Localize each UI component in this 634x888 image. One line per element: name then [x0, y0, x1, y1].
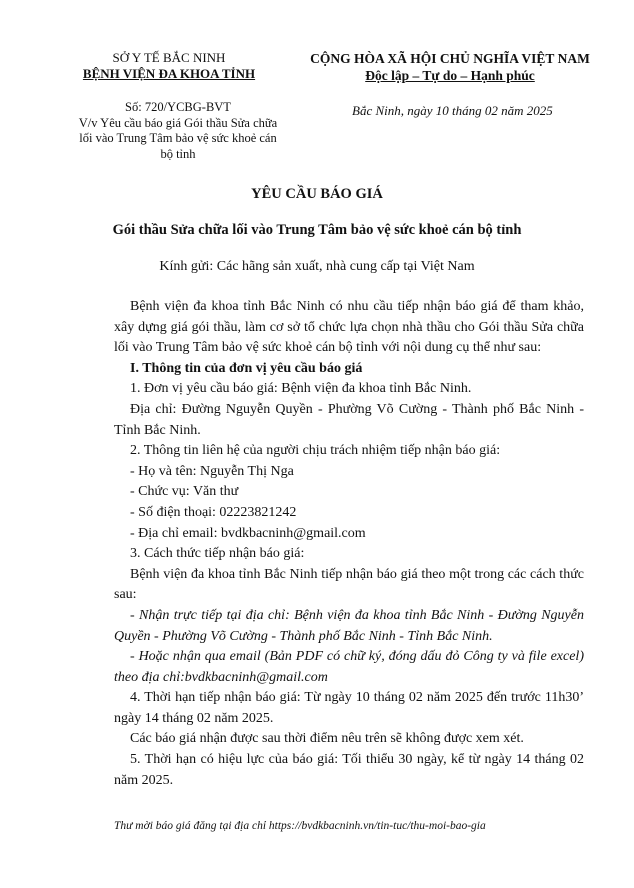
document-title: YÊU CẦU BÁO GIÁ: [251, 186, 383, 202]
validity-line: 5. Thời hạn có hiệu lực của báo giá: Tối thiểu 30 ngày, kể từ ngày 14 tháng 02 năm 2025.: [114, 752, 584, 788]
intro-paragraph: Bệnh viện đa khoa tỉnh Bắc Ninh có nhu cầu tiếp nhận báo giá để tham khảo, xây dựng giá gói thầu, làm cơ sở tổ chức lựa chọn nhà thầu cho Gói thầu Sửa chữa lối vào Trung Tâm bảo vệ sức khoẻ cán bộ tỉnh với nội dung cụ thể như sau:: [114, 299, 584, 356]
department-name: SỞ Y TẾ BẮC NINH: [112, 50, 226, 65]
method-heading: 3. Cách thức tiếp nhận báo giá:: [130, 546, 305, 562]
document-subject: V/v Yêu cầu báo giá Gói thầu Sửa chữa lối vào Trung Tâm bảo vệ sức khoẻ cán bộ tỉnh: [78, 115, 278, 161]
deadline-note: Các báo giá nhận được sau thời điểm nêu trên sẽ không được xem xét.: [130, 731, 524, 747]
organization-name: BỆNH VIỆN ĐA KHOA TỈNH: [82, 66, 256, 81]
contact-position: - Chức vụ: Văn thư: [130, 484, 239, 500]
document-date: Bắc Ninh, ngày 10 tháng 02 năm 2025: [352, 103, 553, 118]
requester-line: 1. Đơn vị yêu cầu báo giá: Bệnh viện đa khoa tỉnh Bắc Ninh.: [130, 381, 472, 397]
method-description: Bệnh viện đa khoa tỉnh Bắc Ninh tiếp nhận báo giá theo một trong các cách thức sau:: [114, 566, 584, 603]
nation-name: CỘNG HÒA XÃ HỘI CHỦ NGHĨA VIỆT NAM: [310, 51, 590, 66]
contact-heading: 2. Thông tin liên hệ của người chịu trách nhiệm tiếp nhận báo giá:: [130, 443, 501, 459]
salutation: Kính gửi: Các hãng sản xuất, nhà cung cấp tại Việt Nam: [159, 259, 475, 274]
national-header: [290, 50, 610, 84]
method-email: - Hoặc nhận qua email (Bản PDF có chữ ký, đóng dấu đỏ Công ty và file excel) theo địa chỉ:bvdkbacninh@gmail.com: [114, 649, 584, 685]
contact-name: - Họ và tên: Nguyễn Thị Nga: [130, 463, 294, 479]
document-number: Số: 720/YCBG-BVT: [125, 100, 231, 114]
document-reference: [74, 100, 282, 162]
address-line: Địa chỉ: Đường Nguyễn Quyền - Phường Võ Cường - Thành phố Bắc Ninh - Tỉnh Bắc Ninh.: [114, 401, 584, 438]
national-motto: Độc lập – Tự do – Hạnh phúc: [365, 68, 535, 83]
footer-note: Thư mời báo giá đăng tại địa chỉ https://bvdkbacninh.vn/tin-tuc/thu-moi-bao-gia: [114, 820, 486, 832]
issuer-block: [74, 50, 264, 82]
document-subtitle: Gói thầu Sửa chữa lối vào Trung Tâm bảo vệ sức khoẻ cán bộ tỉnh: [112, 222, 522, 238]
method-in-person: - Nhận trực tiếp tại địa chỉ: Bệnh viện đa khoa tỉnh Bắc Ninh - Đường Nguyễn Quyền - Phường Võ Cường - Thành phố Bắc Ninh - Tỉnh Bắc Ninh.: [114, 607, 584, 644]
section-heading: I. Thông tin của đơn vị yêu cầu báo giá: [130, 360, 363, 376]
document-body: [114, 297, 584, 791]
contact-email: - Địa chỉ email: bvdkbacninh@gmail.com: [130, 525, 366, 541]
deadline-line: 4. Thời hạn tiếp nhận báo giá: Từ ngày 10 tháng 02 năm 2025 đến trước 11h30’ ngày 14 tháng 02 năm 2025.: [114, 690, 584, 726]
contact-phone: - Số điện thoại: 02223821242: [130, 504, 297, 520]
